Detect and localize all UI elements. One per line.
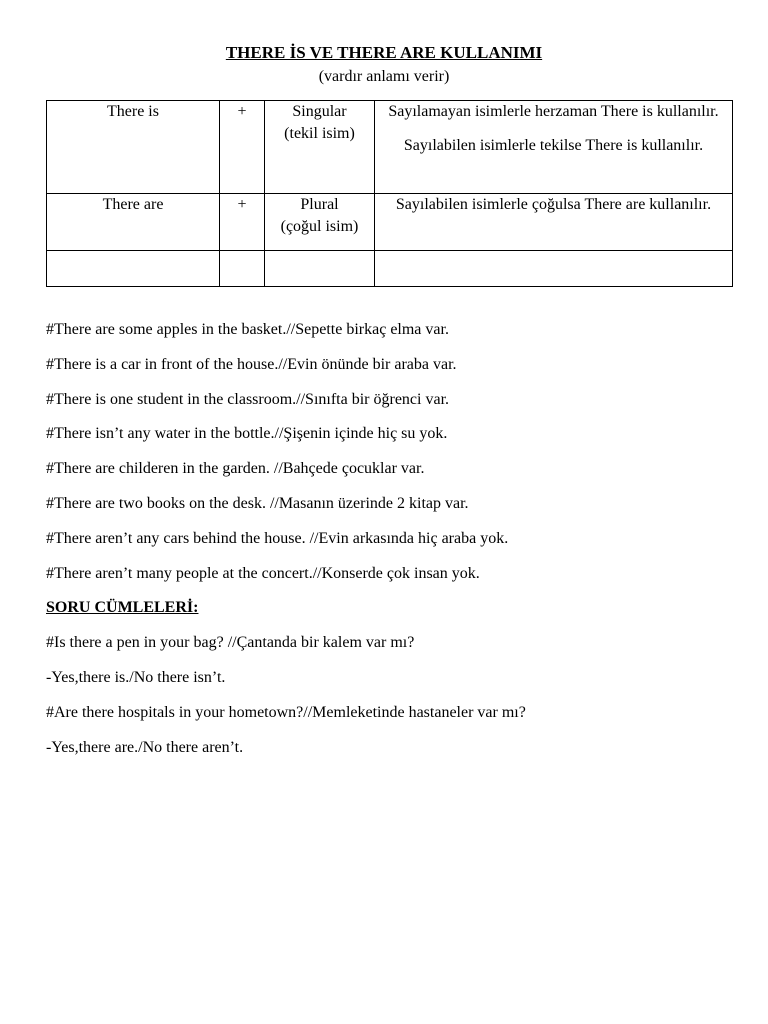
plus-cell: [220, 251, 265, 287]
noun-cell: [265, 194, 375, 251]
table-row: [47, 101, 733, 194]
table-row: [47, 251, 733, 287]
example-sentence: #There aren’t many people at the concert.//Konserde çok insan yok.: [46, 564, 480, 582]
subject-cell: [47, 251, 220, 287]
answer-sentence: -Yes,there is./No there isn’t.: [46, 668, 226, 686]
page-subtitle: (vardır anlamı verir): [318, 68, 450, 85]
plus-cell: [220, 101, 265, 194]
example-sentences: [46, 319, 736, 771]
example-sentence: #There are two books on the desk. //Masanın üzerinde 2 kitap var.: [46, 494, 469, 512]
table-row: [47, 194, 733, 251]
note-text: Sayılabilen isimlerle tekilse There is kullanılır.: [403, 137, 704, 154]
plus-cell: [220, 194, 265, 251]
noun-cell: [265, 251, 375, 287]
example-sentence: #There are some apples in the basket.//Sepette birkaç elma var.: [46, 321, 449, 338]
questions-heading: SORU CÜMLELERİ:: [46, 599, 199, 617]
example-sentence: #There is one student in the classroom.//Sınıfta bir öğrenci var.: [46, 390, 450, 408]
subject-text: There are: [102, 196, 164, 213]
question-sentence: #Is there a pen in your bag? //Çantanda bir kalem var mı?: [46, 634, 415, 652]
example-sentence: #There isn’t any water in the bottle.//Şişenin içinde hiç su yok.: [46, 425, 448, 443]
noun-translation-text: (çoğul isim): [280, 218, 359, 235]
plus-text: +: [237, 103, 247, 120]
noun-translation-text: (tekil isim): [284, 125, 355, 142]
page-title: THERE İS VE THERE ARE KULLANIMI: [225, 43, 543, 62]
note-cell: [375, 194, 733, 251]
example-sentence: #There are childeren in the garden. //Bahçede çocuklar var.: [46, 460, 425, 478]
usage-table: [46, 100, 733, 287]
answer-sentence: -Yes,there are./No there aren’t.: [46, 738, 244, 756]
note-cell: [375, 251, 733, 287]
noun-cell: [265, 101, 375, 194]
note-text: Sayılabilen isimlerle çoğulsa There are kullanılır.: [395, 196, 712, 213]
plus-text: +: [237, 196, 247, 213]
noun-type-text: Singular: [292, 103, 347, 120]
example-sentence: #There aren’t any cars behind the house. //Evin arkasında hiç araba yok.: [46, 529, 509, 547]
subject-cell: [47, 194, 220, 251]
question-sentence: #Are there hospitals in your hometown?//Memleketinde hastaneler var mı?: [46, 703, 526, 721]
subject-cell: [47, 101, 220, 194]
example-sentence: #There is a car in front of the house.//Evin önünde bir araba var.: [46, 355, 457, 373]
note-text: Sayılamayan isimlerle herzaman There is kullanılır.: [388, 103, 719, 120]
subject-text: There is: [107, 103, 159, 120]
note-cell: [375, 101, 733, 194]
noun-type-text: Plural: [300, 196, 339, 213]
